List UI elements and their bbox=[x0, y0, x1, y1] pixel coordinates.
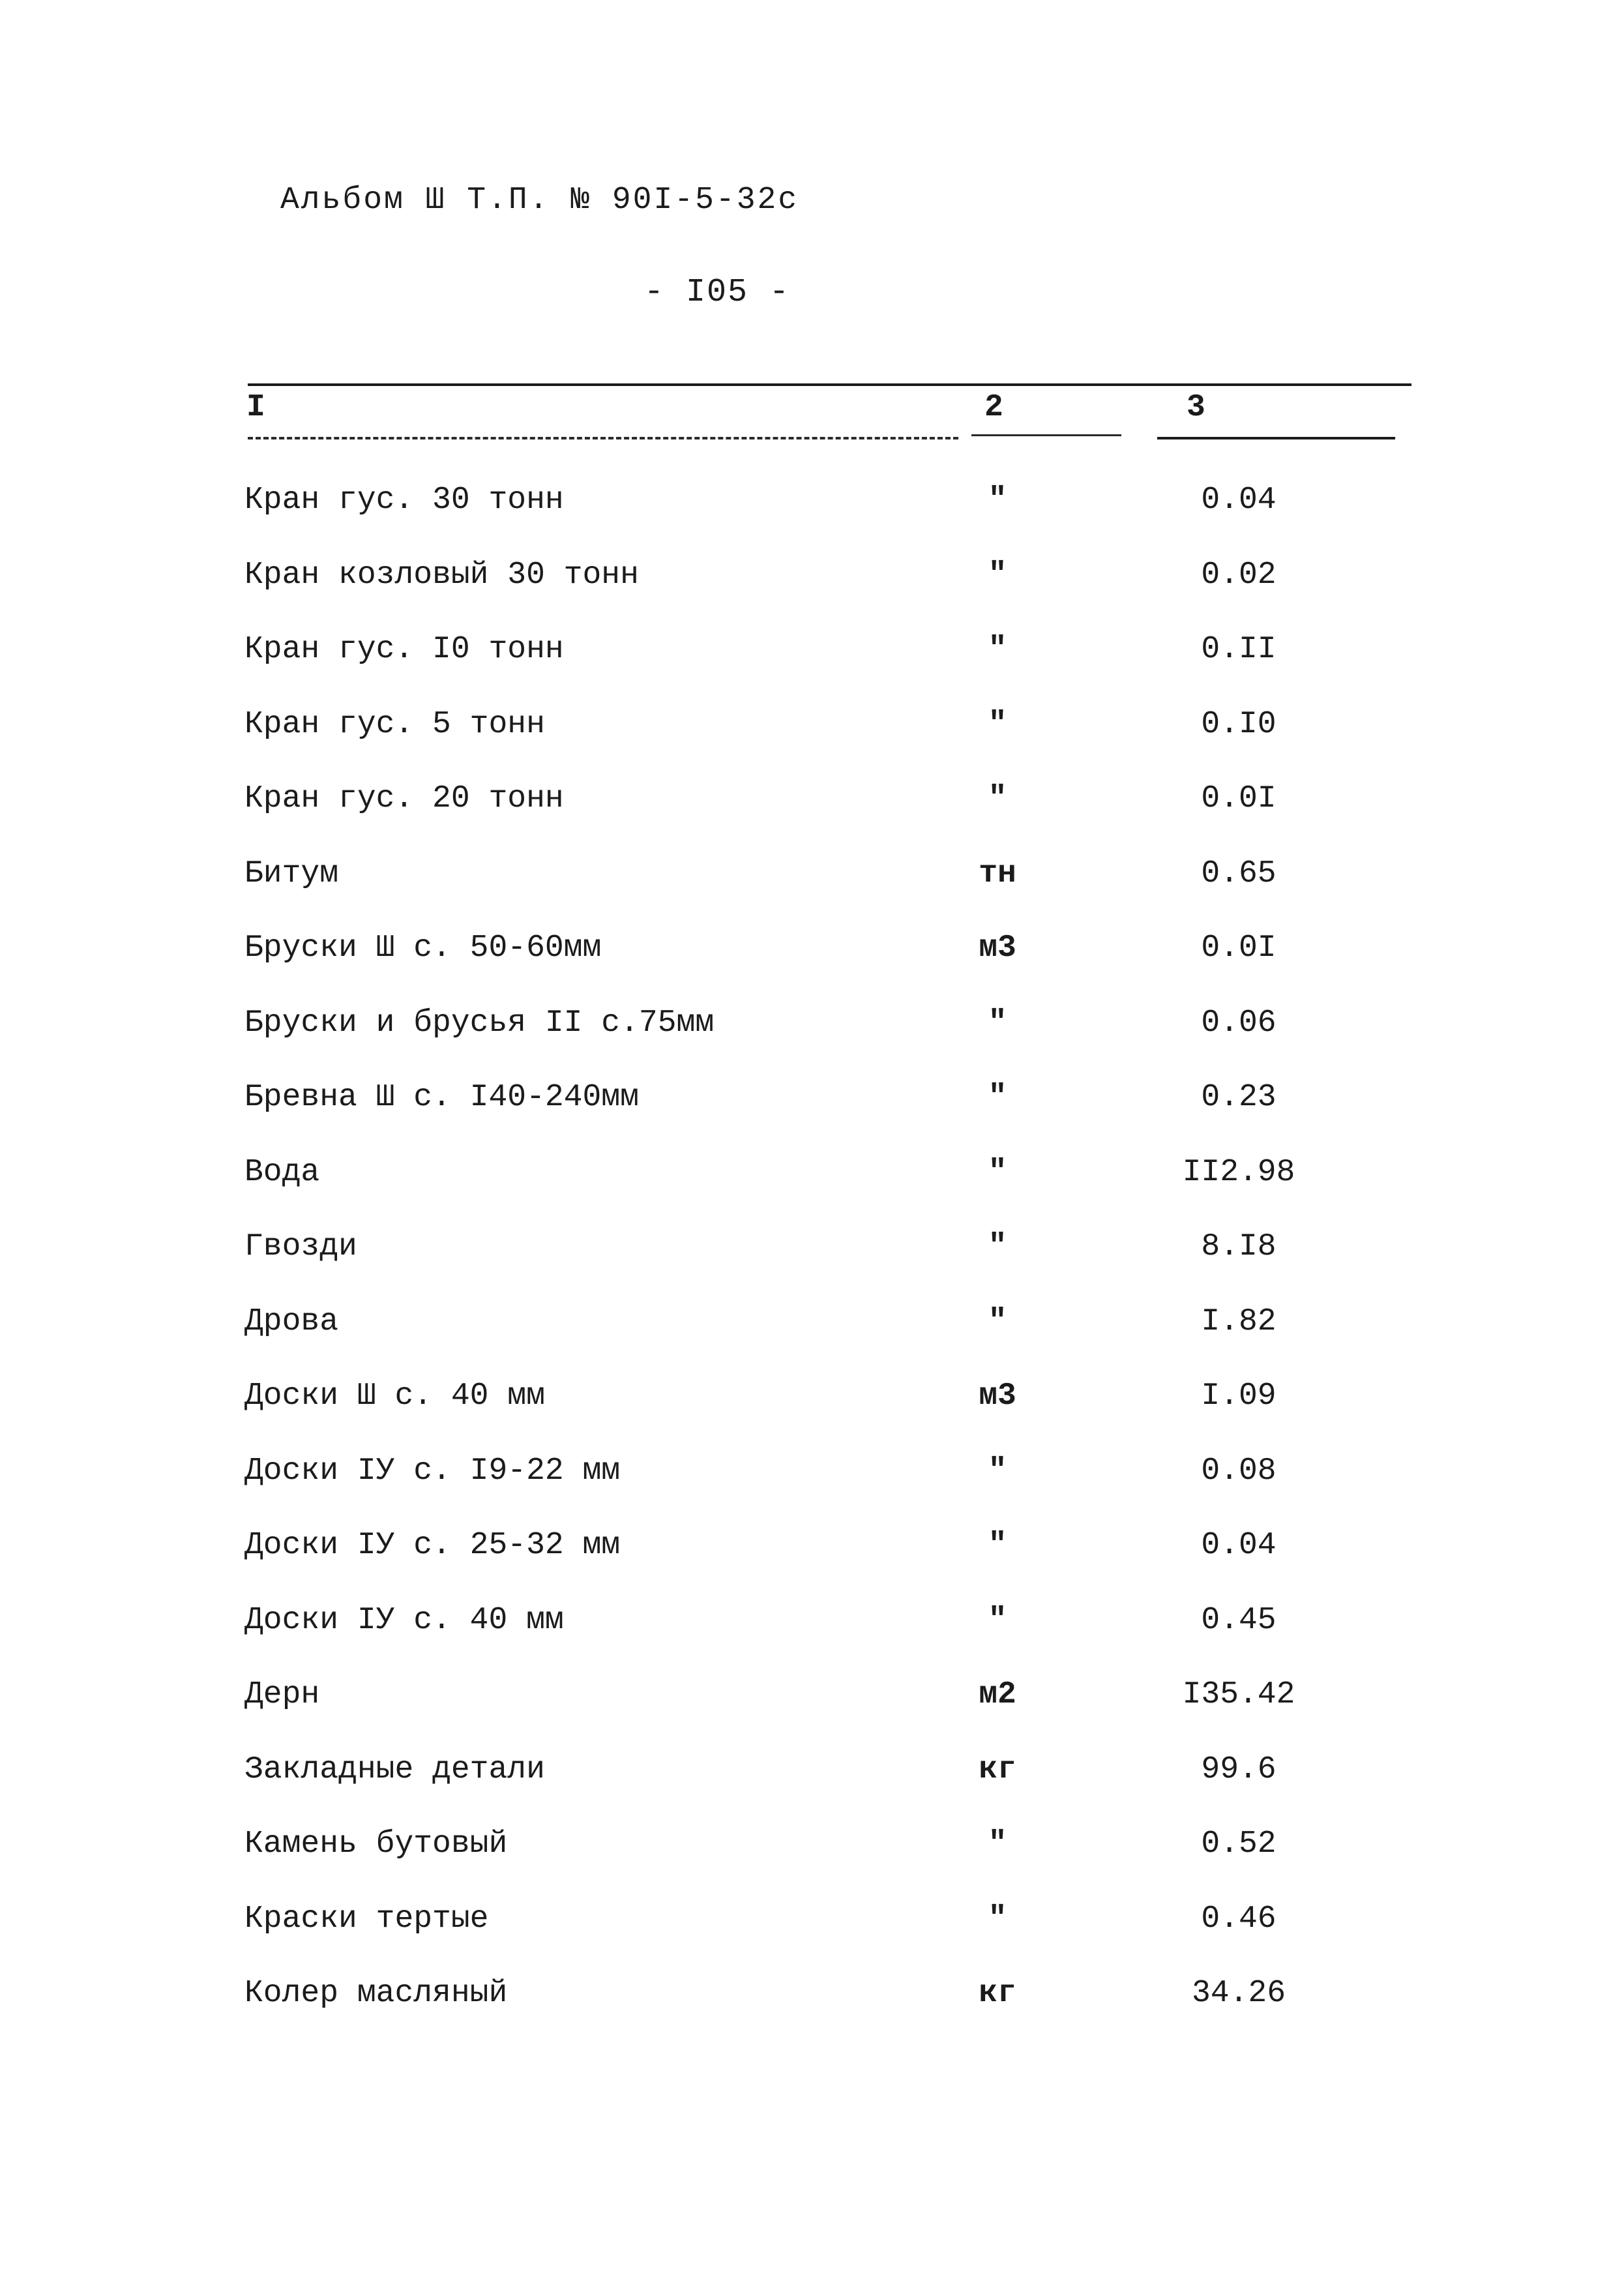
table-row bbox=[0, 1365, 1624, 1440]
item-name: Бруски и брусья II с.75мм bbox=[244, 1005, 715, 1041]
table-row bbox=[0, 1739, 1624, 1814]
item-quantity: 0.23 bbox=[1201, 1080, 1277, 1115]
item-quantity: 0.0I bbox=[1201, 781, 1277, 816]
item-name: Доски IУ с. I9-22 мм bbox=[244, 1453, 621, 1489]
item-quantity: 0.04 bbox=[1201, 1528, 1277, 1563]
table-row bbox=[0, 843, 1624, 918]
item-quantity: 99.6 bbox=[1201, 1751, 1277, 1787]
item-name: Гвозди bbox=[244, 1229, 357, 1264]
table-row bbox=[0, 619, 1624, 694]
item-unit: кг bbox=[979, 1976, 1016, 2011]
item-name: Дерн bbox=[244, 1677, 320, 1712]
item-quantity: I.09 bbox=[1201, 1378, 1277, 1414]
item-unit: " bbox=[988, 557, 1007, 593]
item-quantity: 0.52 bbox=[1201, 1826, 1277, 1862]
item-quantity: I.82 bbox=[1201, 1303, 1277, 1339]
column-header-3: 3 bbox=[1187, 390, 1205, 425]
table-body bbox=[0, 469, 1624, 2038]
item-name: Дрова bbox=[244, 1303, 339, 1339]
item-name: Камень бутовый bbox=[244, 1826, 508, 1862]
table-row bbox=[0, 544, 1624, 619]
item-unit: м2 bbox=[979, 1677, 1016, 1712]
table-row bbox=[0, 1888, 1624, 1963]
item-unit: " bbox=[988, 632, 1007, 667]
item-name: Кран гус. I0 тонн bbox=[244, 632, 564, 667]
table-row bbox=[0, 1590, 1624, 1665]
item-quantity: 0.06 bbox=[1201, 1005, 1277, 1041]
item-quantity: 0.65 bbox=[1201, 856, 1277, 891]
table-row bbox=[0, 1963, 1624, 2038]
item-quantity: II2.98 bbox=[1182, 1154, 1295, 1190]
header-underline-3 bbox=[1157, 437, 1395, 439]
column-header-1: I bbox=[246, 390, 265, 425]
item-name: Битум bbox=[244, 856, 339, 891]
item-unit: " bbox=[988, 1080, 1007, 1115]
table-row bbox=[0, 768, 1624, 843]
item-name: Кран козловый 30 тонн bbox=[244, 557, 639, 593]
item-unit: " bbox=[988, 1826, 1007, 1862]
item-quantity: 0.0I bbox=[1201, 930, 1277, 966]
item-unit: " bbox=[988, 781, 1007, 816]
item-unit: " bbox=[988, 1602, 1007, 1638]
item-unit: " bbox=[988, 1229, 1007, 1264]
table-row bbox=[0, 1142, 1624, 1217]
table-row bbox=[0, 1813, 1624, 1888]
page-number: - I05 - bbox=[643, 274, 791, 311]
table-top-rule bbox=[248, 383, 1411, 386]
item-name: Кран гус. 20 тонн bbox=[244, 781, 564, 816]
item-unit: " bbox=[988, 1528, 1007, 1563]
table-row bbox=[0, 1440, 1624, 1515]
item-unit: " bbox=[988, 1453, 1007, 1489]
table-row bbox=[0, 469, 1624, 544]
item-unit: " bbox=[988, 1005, 1007, 1041]
item-unit: " bbox=[988, 706, 1007, 742]
item-name: Доски IУ с. 25-32 мм bbox=[244, 1528, 621, 1563]
table-row bbox=[0, 1216, 1624, 1291]
item-quantity: 0.08 bbox=[1201, 1453, 1277, 1489]
item-name: Краски тертые bbox=[244, 1901, 489, 1937]
item-quantity: I35.42 bbox=[1182, 1677, 1295, 1712]
column-header-2: 2 bbox=[984, 390, 1003, 425]
item-name: Доски Ш с. 40 мм bbox=[244, 1378, 545, 1414]
item-name: Доски IУ с. 40 мм bbox=[244, 1602, 564, 1638]
album-reference: Альбом Ш Т.П. № 90I-5-32с bbox=[280, 183, 799, 218]
header-underline-2 bbox=[971, 434, 1121, 436]
item-unit: кг bbox=[979, 1751, 1016, 1787]
item-name: Бревна Ш с. I40-240мм bbox=[244, 1080, 639, 1115]
item-name: Закладные детали bbox=[244, 1751, 545, 1787]
table-row bbox=[0, 1067, 1624, 1142]
item-name: Кран гус. 30 тонн bbox=[244, 483, 564, 518]
item-quantity: 0.I0 bbox=[1201, 706, 1277, 742]
item-name: Колер масляный bbox=[244, 1976, 508, 2011]
header-underline-1 bbox=[248, 437, 958, 439]
item-unit: тн bbox=[979, 856, 1016, 891]
item-unit: " bbox=[988, 1901, 1007, 1937]
item-quantity: 34.26 bbox=[1191, 1976, 1286, 2011]
item-name: Вода bbox=[244, 1154, 320, 1190]
item-unit: " bbox=[988, 1154, 1007, 1190]
table-row bbox=[0, 917, 1624, 992]
item-unit: м3 bbox=[979, 1378, 1016, 1414]
item-name: Бруски Ш с. 50-60мм bbox=[244, 930, 602, 966]
item-unit: " bbox=[988, 1303, 1007, 1339]
item-quantity: 0.04 bbox=[1201, 483, 1277, 518]
item-unit: м3 bbox=[979, 930, 1016, 966]
item-unit: " bbox=[988, 483, 1007, 518]
table-row bbox=[0, 694, 1624, 769]
table-row bbox=[0, 1664, 1624, 1739]
item-quantity: 0.45 bbox=[1201, 1602, 1277, 1638]
item-name: Кран гус. 5 тонн bbox=[244, 706, 545, 742]
table-row bbox=[0, 1291, 1624, 1366]
item-quantity: 0.46 bbox=[1201, 1901, 1277, 1937]
item-quantity: 0.II bbox=[1201, 632, 1277, 667]
table-row bbox=[0, 992, 1624, 1067]
item-quantity: 8.I8 bbox=[1201, 1229, 1277, 1264]
table-row bbox=[0, 1515, 1624, 1590]
item-quantity: 0.02 bbox=[1201, 557, 1277, 593]
